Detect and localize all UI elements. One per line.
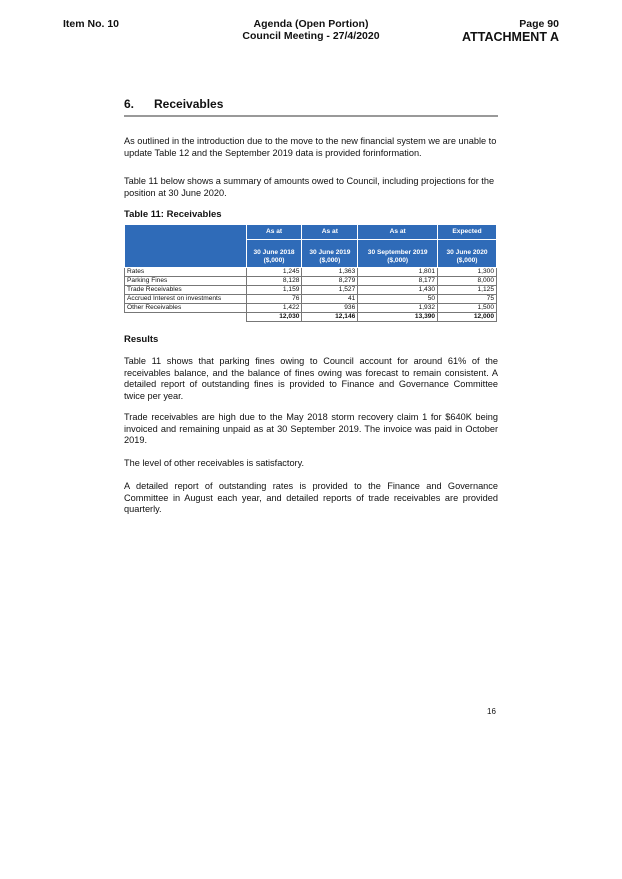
table-cell: 8,128 <box>246 277 302 286</box>
page-header <box>462 18 559 45</box>
table-row <box>125 277 497 286</box>
table-cell: 1,159 <box>246 286 302 295</box>
table-cell: 1,300 <box>438 268 497 277</box>
row-label: Parking Fines <box>125 277 247 286</box>
header-as-at-2018: As at <box>246 225 302 240</box>
table-row <box>125 268 497 277</box>
table-cell: 1,430 <box>358 286 438 295</box>
results-paragraph-2: Trade receivables are high due to the May 2018 storm recovery claim 1 for $640K being invoiced and remaining unpaid as at 30 September 2019. The invoice was paid in October 2019. <box>124 412 498 446</box>
intro-paragraph: As outlined in the introduction due to the move to the new financial system we are unable to update Table 12 and the September 2019 data is provided forinformation. <box>124 136 497 158</box>
table-row <box>125 304 497 313</box>
section-title <box>124 97 498 117</box>
header-period-sep-2019: 30 September 2019 ($,000) <box>358 240 438 268</box>
table-total-row <box>125 313 497 322</box>
table-cell: 1,500 <box>438 304 497 313</box>
header-period-2018: 30 June 2018 ($,000) <box>246 240 302 268</box>
page-label: Page 90 <box>519 18 559 30</box>
row-label: Accrued Interest on investments <box>125 295 247 304</box>
table-header-row <box>125 225 497 240</box>
section-number: 6. <box>124 97 135 111</box>
item-number: Item No. 10 <box>63 18 120 30</box>
header-period-2020: 30 June 2020 ($,000) <box>438 240 497 268</box>
table-cell: 1,245 <box>246 268 302 277</box>
row-label: Other Receivables <box>125 304 247 313</box>
attachment-label: ATTACHMENT A <box>462 30 559 44</box>
table-cell: 1,125 <box>438 286 497 295</box>
table-cell: 76 <box>246 295 302 304</box>
table-cell: 8,000 <box>438 277 497 286</box>
table-cell: 8,279 <box>302 277 358 286</box>
results-paragraph-4: A detailed report of outstanding rates is provided to the Finance and Governance Committee in August each year, and detailed reports of trade receivables are provided quarterly. <box>124 481 498 515</box>
header-blank-cell <box>125 225 247 268</box>
header-as-at-sep-2019: As at <box>358 225 438 240</box>
header-period-2019: 30 June 2019 ($,000) <box>302 240 358 268</box>
table-cell: 1,932 <box>358 304 438 313</box>
results-paragraph-3: The level of other receivables is satisfactory. <box>124 458 305 468</box>
table-row <box>125 295 497 304</box>
total-cell: 12,000 <box>438 313 497 322</box>
table-cell: 1,363 <box>302 268 358 277</box>
section-heading: Receivables <box>154 97 224 111</box>
table-cell: 1,422 <box>246 304 302 313</box>
row-label: Trade Receivables <box>125 286 247 295</box>
table-cell: 936 <box>302 304 358 313</box>
receivables-table <box>124 224 497 322</box>
table-cell: 75 <box>438 295 497 304</box>
table-cell: 1,801 <box>358 268 438 277</box>
table-cell: 8,177 <box>358 277 438 286</box>
page-number: 16 <box>487 707 496 716</box>
table-intro-paragraph: Table 11 below shows a summary of amounts owed to Council, including projections for the position at 30 June 2020. <box>124 176 495 198</box>
total-cell: 12,146 <box>302 313 358 322</box>
table-caption: Table 11: Receivables <box>124 209 222 220</box>
row-label: Rates <box>125 268 247 277</box>
meeting-date: Council Meeting - 27/4/2020 <box>242 30 380 42</box>
table-row <box>125 286 497 295</box>
header-as-at-2019: As at <box>302 225 358 240</box>
results-paragraph-1: Table 11 shows that parking fines owing to Council account for around 61% of the receivables balance, and the balance of fines owing was forecast to remain consistent. A detailed report of outstanding fines is provided to Finance and Governance Committee twice per year. <box>124 356 498 401</box>
total-cell: 13,390 <box>358 313 438 322</box>
total-cell: 12,030 <box>246 313 302 322</box>
table-cell: 41 <box>302 295 358 304</box>
table-cell: 1,527 <box>302 286 358 295</box>
total-label-cell <box>125 313 247 322</box>
table-cell: 50 <box>358 295 438 304</box>
header-expected-2020: Expected <box>438 225 497 240</box>
agenda-title: Agenda (Open Portion) <box>253 18 369 30</box>
results-heading: Results <box>124 334 159 345</box>
